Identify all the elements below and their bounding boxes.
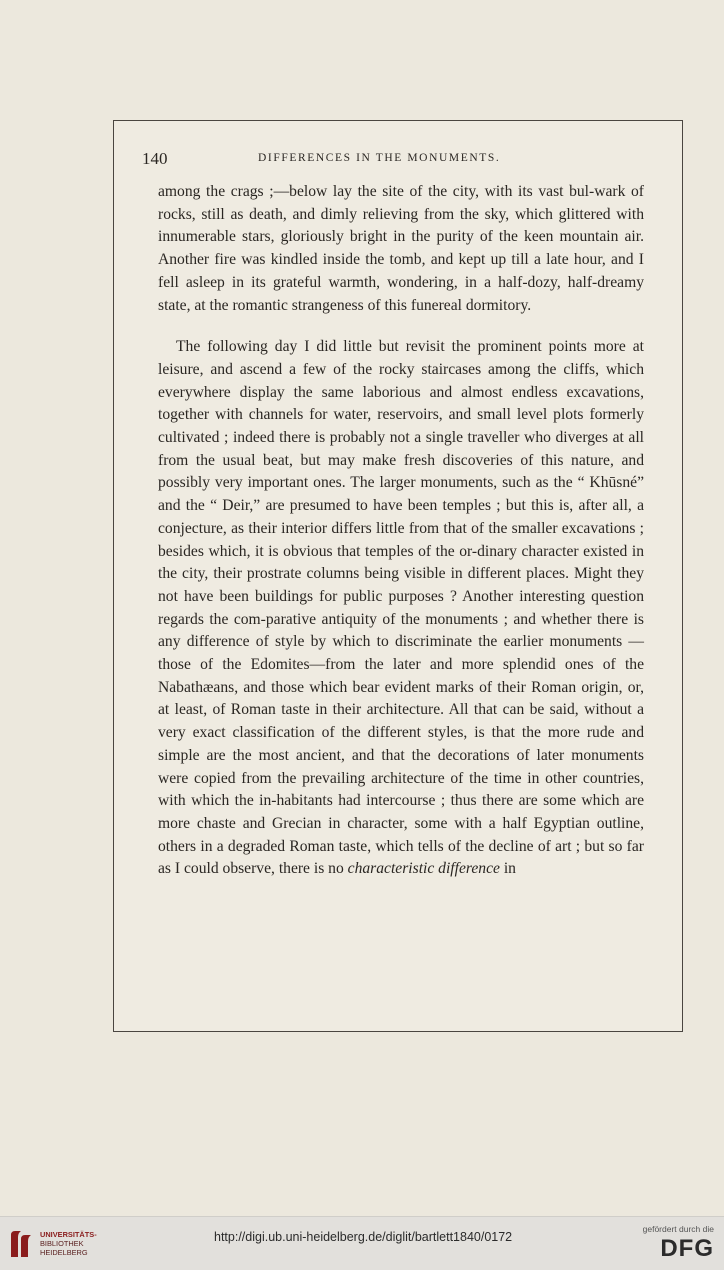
- italic-phrase: characteristic difference: [347, 860, 500, 878]
- permalink-url[interactable]: http://digi.ub.uni-heidelberg.de/diglit/bartlett1840/0172: [214, 1230, 513, 1244]
- paragraph-2-text: The following day I did little but revisit the prominent points more at leisure, and ascend a few of the rocky staircases among the cliffs, which everywhere display the same laborious and almost endless excavations, together with channels for water, reservoirs, and small level plots formerly cultivated ; indeed there is probably not a single traveller who diverges at all from the usual beat, but may make fresh discoveries of this nature, and possibly very important ones. The larger monuments, such as the “ Khūsné” and the “ Deir,” are presumed to have been temples ; but this is, after all, a conjecture, as their interior differs little from that of the smaller excavations ; besides which, it is obvious that temples of the or-dinary character existed in the city, their prostrate columns being visible in different places. Might they not have been buildings for public purposes ? Another interesting question regards the com-parative antiquity of the monuments ; and whether there is any difference of style by which to discriminate the earlier monuments —those of the Edomites—from the later and more splendid ones of the Nabathæans, and those which bear evident marks of their Roman origin, or, at least, of Roman taste in their architecture. All that can be said, without a very exact classification of the different styles, is that the more rude and simple are the most ancient, and that the decorations of later monuments were copied from the prevailing architecture of the time in other countries, with which the in-habitants had intercourse ; thus there are some which are more chaste and Grecian in character, some with a half Egyptian outline, others in a degraded Roman taste, which tells of the decline of art ; but so far as I could observe, there is no: [158, 338, 644, 878]
- library-line-3: HEIDELBERG: [40, 1248, 88, 1257]
- body-text: [158, 181, 644, 881]
- paragraph-1: among the crags ;—below lay the site of the city, with its vast bul-wark of rocks, still as death, and dimly relieving from the sky, which glittered with innumerable stars, gloriously bright in the purity of the keen mountain air. Another fire was kindled inside the tomb, and kept up till a late hour, and I fell asleep in its grateful warmth, wondering, in a half-dozy, half-dreamy state, at the romantic strangeness of this funereal dormitory.: [158, 183, 644, 314]
- university-library-logo-icon: [8, 1229, 34, 1259]
- paragraph-2-end: in: [499, 860, 516, 878]
- funding-credit: [643, 1224, 714, 1263]
- library-line-1: UNIVERSITÄTS-: [40, 1230, 97, 1239]
- running-head: DIFFERENCES IN THE MONUMENTS.: [258, 152, 501, 164]
- dfg-logo: DFG: [660, 1235, 714, 1262]
- library-line-2: BIBLIOTHEK: [40, 1239, 84, 1248]
- viewer-footer: [0, 1216, 724, 1270]
- page-header: [142, 149, 662, 171]
- library-name: [40, 1230, 97, 1257]
- page-number: 140: [142, 149, 168, 168]
- book-page: [113, 120, 683, 1032]
- paragraph-2: [158, 336, 644, 881]
- funding-label: gefördert durch die: [642, 1224, 714, 1234]
